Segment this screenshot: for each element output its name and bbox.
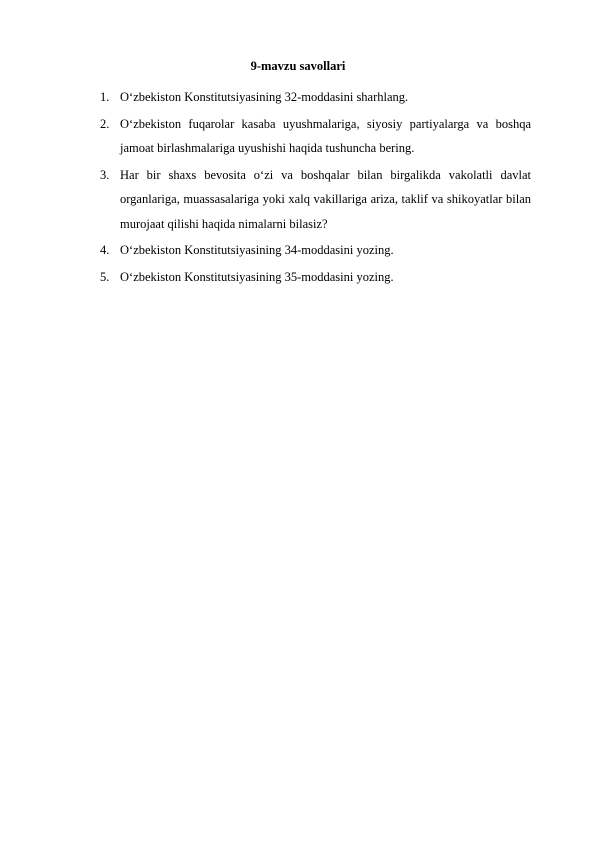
question-number: 2. (100, 116, 110, 131)
question-text: O‘zbekiston Konstitutsiyasining 32-moddasini sharhlang. (120, 90, 409, 104)
question-item-3 (100, 163, 531, 237)
question-number: 4. (100, 243, 110, 257)
question-item-5 (100, 265, 531, 290)
question-item-1 (100, 85, 531, 110)
question-number: 5. (100, 269, 110, 284)
page-title: 9-mavzu savollari (250, 59, 346, 73)
question-list (100, 85, 531, 291)
question-text: O‘zbekiston fuqarolar kasaba uyushmalariga, siyosiy partiyalarga va boshqa jamoat birlashmalariga uyushishi haqida tushuncha bering. (120, 116, 531, 155)
question-text: O‘zbekiston Konstitutsiyasining 35-moddasini yozing. (120, 269, 394, 284)
question-number: 3. (100, 167, 110, 182)
question-number: 1. (100, 90, 110, 104)
question-item-2 (100, 112, 531, 161)
question-text: O‘zbekiston Konstitutsiyasining 34-moddasini yozing. (120, 243, 394, 257)
question-item-4 (100, 238, 531, 263)
question-text: Har bir shaxs bevosita o‘zi va boshqalar bilan birgalikda vakolatli davlat organlariga, muassasalariga yoki xalq vakillariga ariza, taklif va shikoyatlar bilan murojaat qilishi haqida nimalarni bilasiz? (120, 167, 531, 231)
